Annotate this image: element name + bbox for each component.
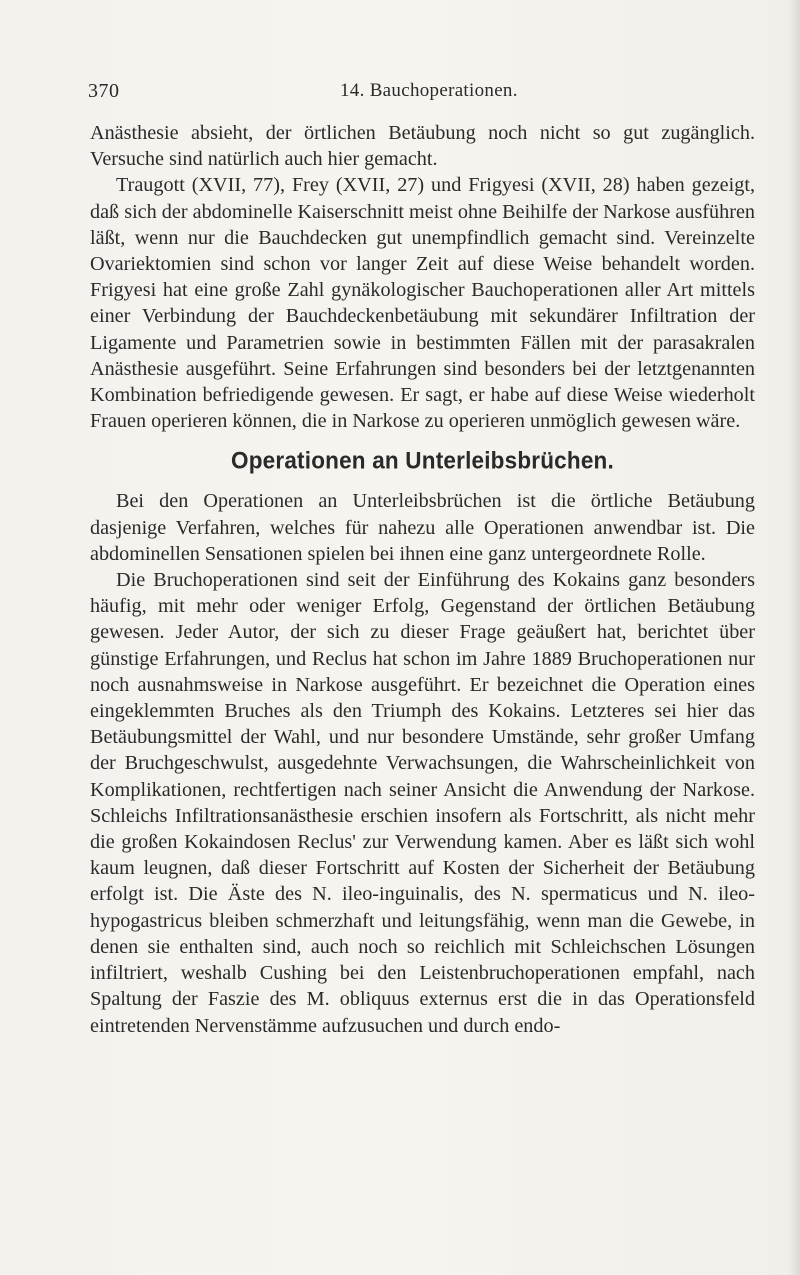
body-text — [90, 120, 755, 1039]
paragraph: Die Bruchoperationen sind seit der Einführung des Kokains ganz besonders häufig, mit mehr oder weniger Erfolg, Gegenstand der örtlichen Betäubung gewesen. Jeder Autor, der sich zu dieser Frage geäußert hat, berichtet über günstige Erfahrungen, und Reclus hat schon im Jahre 1889 Bruchoperationen nur noch ausnahmsweise in Narkose ausgeführt. Er bezeichnet die Operation eines eingeklemmten Bruches als den Triumph des Kokains. Letzteres sei hier das Betäubungsmittel der Wahl, und nur besondere Umstände, sehr großer Umfang der Bruchgeschwulst, ausgedehnte Verwachsungen, die Wahrscheinlichkeit von Komplikationen, rechtfertigen nach seiner Ansicht die Anwendung der Narkose. Schleichs Infiltrationsanästhesie erschien insofern als Fortschritt, als nicht mehr die großen Kokaindosen Reclus' zur Verwendung kamen. Aber es läßt sich wohl kaum leugnen, daß dieser Fortschritt auf Kosten der Sicherheit der Betäubung erfolgt ist. Die Äste des N. ileo-inguinalis, des N. spermaticus und N. ileo-hypogastricus bleiben schmerzhaft und leitungsfähig, wenn man die Gewebe, in denen sie enthalten sind, auch noch so reichlich mit Schleichschen Lösungen infiltriert, weshalb Cushing bei den Leistenbruchoperationen empfahl, nach Spaltung der Faszie des M. obliquus externus erst die in das Operationsfeld eintretenden Nervenstämme aufzusuchen und durch endo- — [90, 569, 755, 1037]
paragraph: Bei den Operationen an Unterleibsbrüchen ist die örtliche Betäubung dasjenige Verfahren, welches für nahezu alle Operationen anwendbar ist. Die abdominellen Sensationen spielen bei ihnen eine ganz untergeordnete Rolle. — [90, 490, 755, 565]
section-heading: Operationen an Unterleibsbrüchen. — [231, 447, 614, 475]
paragraph: Traugott (XVII, 77), Frey (XVII, 27) und Frigyesi (XVII, 28) haben gezeigt, daß sich der abdominelle Kaiserschnitt meist ohne Beihilfe der Narkose ausführen läßt, wenn nur die Bauchdecken gut unempfindlich gemacht sind. Vereinzelte Ovariektomien sind schon vor langer Zeit auf diese Weise behandelt worden. Frigyesi hat eine große Zahl gynäkologischer Bauchoperationen aller Art mittels einer Verbindung der Bauchdeckenbetäubung mit sekundärer Infiltration der Ligamente und Parametrien sowie in bestimmten Fällen mit der parasakralen Anästhesie ausgeführt. Seine Erfahrungen sind besonders bei der letztgenannten Kombination befriedigende gewesen. Er sagt, er habe auf diese Weise wiederholt Frauen operieren können, die in Narkose zu operieren unmöglich gewesen wäre. — [90, 174, 755, 433]
paragraph: Anästhesie absieht, der örtlichen Betäubung noch nicht so gut zugänglich. Versuche sind natürlich auch hier gemacht. — [90, 122, 755, 171]
page-number: 370 — [88, 80, 120, 102]
page-edge-shadow — [788, 0, 800, 1275]
page-header — [88, 80, 738, 110]
running-head: 14. Bauchoperationen. — [340, 80, 518, 101]
